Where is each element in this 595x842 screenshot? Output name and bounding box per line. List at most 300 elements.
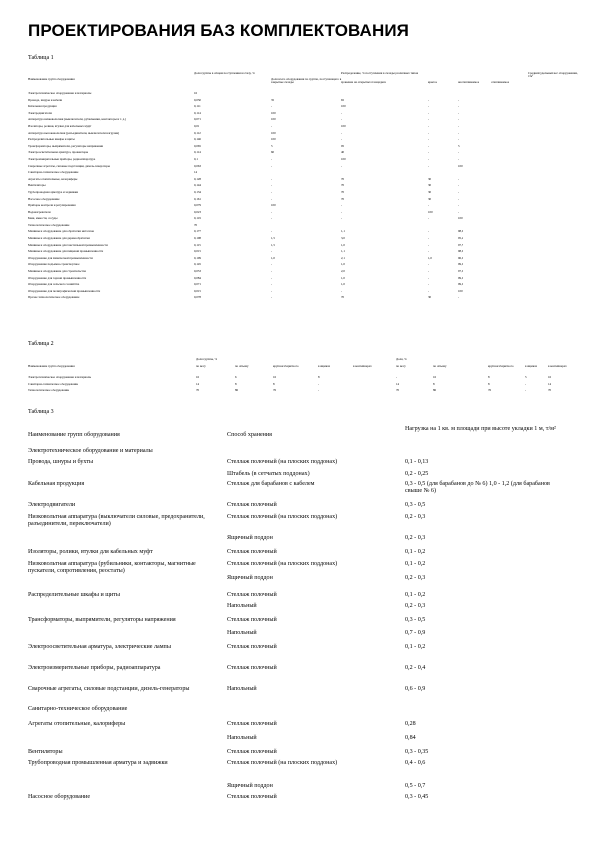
- table-row: [28, 549, 568, 561]
- table-cell: -: [428, 138, 430, 142]
- table1-header-cell: хранение на открытых площадках: [341, 81, 386, 84]
- table-cell: 100: [458, 217, 463, 221]
- table-cell-method: Напольный: [227, 603, 257, 609]
- table-cell: 0,134: [194, 190, 201, 194]
- table-cell-load: 0,2 - 0,3: [405, 535, 426, 541]
- table-cell: 98,9: [458, 250, 464, 254]
- table-row: [28, 561, 568, 575]
- table-cell-method: Стеллаж полочный: [227, 549, 277, 555]
- table-cell: 0,144: [194, 184, 201, 188]
- table-cell: -: [428, 217, 430, 221]
- table-cell: 70: [341, 197, 345, 201]
- table-cell: 30: [428, 190, 432, 194]
- table-cell: -: [458, 204, 460, 208]
- table1-header-cell: неотапливаемое: [458, 81, 480, 84]
- table-row: [28, 184, 568, 191]
- table-cell-group: Электроизмерительные приборы, радиоаппаратура: [28, 665, 161, 671]
- table-cell: 8: [488, 382, 490, 386]
- table-cell: 5: [458, 144, 460, 148]
- table-cell: Электротехническое оборудование и материалы: [28, 376, 92, 379]
- table-cell: 30: [428, 197, 432, 201]
- table2-header-cell: по весу: [196, 365, 206, 368]
- table-cell: 0,015: [194, 250, 201, 254]
- table-cell: Машины и оборудование для деревообработки: [28, 237, 90, 241]
- table-row: [28, 665, 568, 686]
- table-cell: Машины и оборудование для строительства: [28, 270, 87, 274]
- table-cell-group: Насосное оборудование: [28, 794, 91, 800]
- table-cell: Распределительные шкафы и щиты: [28, 138, 75, 142]
- table-cell: 70: [341, 190, 345, 194]
- table-cell: Аппаратура низковольтная (выключатели, рубильники, контакторы и т. д.): [28, 118, 126, 122]
- table-cell: 65: [341, 98, 345, 102]
- table-cell: Оборудование для химической промышленности: [28, 256, 93, 260]
- table-cell: -: [428, 131, 430, 135]
- table3-caption: Таблица 3: [28, 409, 54, 415]
- table3-body: [28, 448, 568, 804]
- table-cell: 0,128: [194, 177, 201, 181]
- table-row: [28, 644, 568, 665]
- table-cell: -: [428, 283, 430, 287]
- table-cell: 99,0: [458, 276, 464, 280]
- table-cell: 76: [488, 389, 492, 393]
- table-cell: -: [271, 270, 273, 274]
- table-cell-load: 0,1 - 0,2: [405, 644, 426, 650]
- table-cell: -: [428, 204, 430, 208]
- table-cell: 1,1: [341, 230, 345, 234]
- table-cell-group: Трубопроводная промышленная арматура и задвижки: [28, 760, 168, 766]
- table-cell: 0,079: [194, 204, 201, 208]
- table-cell: -: [271, 105, 273, 109]
- table-cell: 0,109: [194, 256, 201, 260]
- table-row: [28, 448, 568, 459]
- table-cell: -: [271, 250, 273, 254]
- table-cell-group: Вентиляторы: [28, 749, 63, 755]
- table-cell: -: [271, 283, 273, 287]
- table-row: [28, 125, 568, 132]
- table-row: [28, 749, 568, 760]
- table-cell: -: [341, 138, 343, 142]
- table-cell: 99,0: [458, 283, 464, 287]
- table-cell-group: Электротехническое оборудование и материалы: [28, 448, 153, 454]
- table-cell: -: [396, 376, 398, 379]
- table-cell-method: Стеллаж для барабанов с кабелем: [227, 481, 315, 487]
- table-cell: -: [271, 263, 273, 267]
- table-row: [28, 250, 568, 257]
- table-cell: 1,5: [271, 237, 275, 241]
- table-cell-group: Распределительные шкафы и щиты: [28, 592, 120, 598]
- table-cell: 70: [548, 389, 552, 393]
- table-row: [28, 230, 568, 237]
- table-cell: -: [458, 118, 460, 122]
- table-cell: Сварочные агрегаты, силовые подстанции, дизель-генераторы: [28, 164, 110, 168]
- table-cell: -: [271, 210, 273, 214]
- table-cell: -: [428, 98, 430, 102]
- table-cell-load: 0,2 - 0,4: [405, 665, 426, 671]
- table-cell: 0,119: [194, 217, 201, 221]
- table-cell: -: [428, 151, 430, 155]
- table-cell: -: [428, 243, 430, 247]
- table-row: [28, 376, 568, 383]
- table-cell-method: Стеллаж полочный: [227, 794, 277, 800]
- table-row: [28, 389, 568, 396]
- page-title: ПРОЕКТИРОВАНИЯ БАЗ КОМПЛЕКТОВАНИЯ: [28, 21, 409, 40]
- table2-header-cell: крупногабаритного: [273, 365, 299, 368]
- table-cell: 0,114: [194, 111, 201, 115]
- table-cell: Машины и оборудование для текстильной промышленности: [28, 243, 108, 247]
- table-cell: 0,108: [194, 237, 201, 241]
- table-cell: 0,065: [194, 144, 201, 148]
- table-cell: -: [271, 157, 273, 161]
- table-cell: 35: [271, 98, 275, 102]
- table-cell: 40: [341, 151, 345, 155]
- table-row: [28, 471, 568, 481]
- table2-header-cell: в ящиках: [318, 365, 331, 368]
- table-row: [28, 191, 568, 198]
- table-cell: Технологическое оборудование: [28, 223, 70, 227]
- table2-header-cell: Доля, %: [396, 358, 407, 361]
- table1-caption: Таблица 1: [28, 55, 54, 61]
- table-row: [28, 270, 568, 277]
- table-cell: 0,146: [194, 138, 201, 142]
- table-cell: -: [341, 289, 343, 293]
- table-cell: -: [458, 131, 460, 135]
- table-cell: 8: [273, 382, 275, 386]
- table-cell: 16: [433, 376, 437, 379]
- table-row: [28, 514, 568, 535]
- table-cell: Трубопроводная арматура и задвижки: [28, 190, 79, 194]
- table-cell: 14: [548, 382, 552, 386]
- table-cell: 14: [196, 382, 200, 386]
- table2-header-cell: в контейнерах: [548, 365, 567, 368]
- table1: [28, 72, 578, 303]
- table-cell: Насосное оборудование: [28, 197, 60, 201]
- table3-header-cell: Нагрузка на 1 кв. м площади при высоте укладки 1 м, т/м²: [405, 426, 556, 432]
- table-cell: 70: [341, 296, 345, 300]
- table-row: [28, 617, 568, 630]
- table-cell: -: [271, 289, 273, 293]
- table-cell: -: [428, 237, 430, 241]
- table-cell: Электротехническое оборудование и материалы: [28, 92, 92, 95]
- table2-header-cell: по объему: [433, 365, 447, 368]
- table-cell: 0,023: [194, 210, 201, 214]
- table-cell: -: [428, 164, 430, 168]
- table-cell: -: [458, 151, 460, 155]
- table-cell-group: Сварочные агрегаты, силовые подстанции, дизель-генераторы: [28, 686, 190, 692]
- table-cell-method: Стеллаж полочный: [227, 644, 277, 650]
- table-cell-group: Низковольтная аппаратура (выключатели силовые, предохранители, разъединители, переключатели): [28, 514, 205, 528]
- table-cell: Провода, шнуры и кабели: [28, 98, 63, 102]
- table-cell: 0,063: [194, 164, 201, 168]
- table-row: [28, 783, 568, 794]
- table-row: [28, 92, 568, 99]
- table-row: [28, 204, 568, 211]
- table-cell-group: Изоляторы, ролики, втулки для кабельных муфт: [28, 549, 153, 555]
- table-cell: -: [271, 177, 273, 181]
- table-row: [28, 296, 568, 303]
- table-row: [28, 760, 568, 783]
- table1-header-cell: отапливаемое: [491, 81, 510, 84]
- table-cell: Технологическое оборудование: [28, 389, 70, 393]
- table-cell: -: [458, 105, 460, 109]
- table-row: [28, 721, 568, 735]
- table-cell-load: 0,2 - 0,3: [405, 514, 426, 520]
- table-cell-method: Стеллаж полочный (на плоских поддонах): [227, 459, 338, 465]
- table-cell: Электроосветительная арматура, прожекторы: [28, 151, 89, 155]
- table-cell: 60: [271, 151, 275, 155]
- table-cell: -: [341, 210, 343, 214]
- table-cell: -: [428, 289, 430, 293]
- table-cell: -: [271, 124, 273, 128]
- table-cell: -: [428, 144, 430, 148]
- table-cell: 95: [341, 144, 345, 148]
- table-cell: -: [428, 118, 430, 122]
- table-cell: -: [341, 131, 343, 135]
- table-row: [28, 237, 568, 244]
- table-row: [28, 735, 568, 749]
- table-cell: -: [271, 296, 273, 300]
- table2-header-cell: в ящиках: [525, 365, 538, 368]
- table-cell: 100: [271, 204, 276, 208]
- table-cell: -: [525, 382, 527, 386]
- table-cell: 0,114: [194, 151, 201, 155]
- table-row: [28, 592, 568, 603]
- table-cell-group: Кабельная продукция: [28, 481, 85, 487]
- table-cell: -: [428, 276, 430, 280]
- table-cell-method: Стеллаж полочный (на плоских поддонах): [227, 760, 338, 766]
- table-cell: -: [458, 210, 460, 214]
- table-cell: -: [458, 190, 460, 194]
- table-cell: -: [271, 190, 273, 194]
- table-row: [28, 105, 568, 112]
- table-cell: 30: [428, 296, 432, 300]
- table-cell: 0,01: [194, 124, 200, 128]
- table1-header-cell: Доля группы в общем поступлении на базу, %: [194, 72, 255, 75]
- table-cell-load: 0,3 - 0,45: [405, 794, 429, 800]
- table-row: [28, 575, 568, 592]
- table-cell: -: [428, 230, 430, 234]
- table-row: [28, 217, 568, 224]
- table2-header: [28, 358, 568, 376]
- table-cell: 100: [341, 157, 346, 161]
- table-cell: Машины и оборудование для пищевой промышленности: [28, 250, 104, 254]
- table-cell: -: [318, 382, 320, 386]
- table-cell: 1,0: [341, 283, 345, 287]
- table-cell: 1,0: [341, 263, 345, 267]
- table-cell: 76: [273, 389, 277, 393]
- table-cell: Оборудование для сельского хозяйства: [28, 283, 80, 287]
- table-cell: 86: [433, 389, 437, 393]
- table-cell-method: Стеллаж полочный (на плоских поддонах): [227, 514, 338, 520]
- table-cell: 100: [458, 164, 463, 168]
- table-cell: -: [458, 296, 460, 300]
- table-cell: -: [428, 250, 430, 254]
- table-cell: 1,0: [341, 243, 345, 247]
- table-cell-load: 0,28: [405, 721, 416, 727]
- table-cell: 2,0: [341, 270, 345, 274]
- table-cell-load: 0,3 - 0,5: [405, 617, 426, 623]
- table2-header-cell: по весу: [396, 365, 406, 368]
- table-cell: -: [341, 217, 343, 221]
- table-cell: 100: [271, 138, 276, 142]
- table-cell: 1,5: [271, 243, 275, 247]
- table-cell: 16: [194, 92, 198, 95]
- table-cell: Прочее технологическое оборудование: [28, 296, 80, 300]
- table-cell-method: Стеллаж полочный (на плоских поддонах): [227, 561, 338, 567]
- table1-header-cell: Распределение, % поступления в склады различных типов: [341, 72, 419, 75]
- table2: [28, 358, 568, 396]
- table-row: [28, 263, 568, 270]
- table-cell-load: 0,2 - 0,3: [405, 603, 426, 609]
- table2-caption: Таблица 2: [28, 341, 54, 347]
- table-cell-load: 0,1 - 0,2: [405, 549, 426, 555]
- table-cell: -: [428, 157, 430, 161]
- table-cell-method: Штабель (в сетчатых поддонах): [227, 471, 310, 477]
- table2-header-cell: по объему: [235, 365, 249, 368]
- table-cell: Аппаратура высоковольтная (разъединители, выключатели нагрузки): [28, 131, 120, 135]
- table-cell: 30: [428, 177, 432, 181]
- table-cell: -: [271, 276, 273, 280]
- table2-header-cell: Доля группы, %: [196, 358, 218, 361]
- table-cell: 3,0: [341, 237, 345, 241]
- table-cell: 70: [341, 177, 345, 181]
- table-row: [28, 502, 568, 514]
- table-cell: 0,078: [194, 296, 201, 300]
- table-cell-load: 0,7 - 0,9: [405, 630, 426, 636]
- table-cell: 14: [194, 171, 198, 175]
- table-cell: 95,4: [458, 237, 464, 241]
- table-cell: Электроизмерительные приборы, радиоаппаратура: [28, 157, 96, 161]
- table-cell: 0,1: [194, 157, 198, 161]
- table-cell: Оборудование для горной промышленности: [28, 276, 87, 280]
- table1-header: [28, 72, 578, 92]
- table-cell: Кабельная продукция: [28, 105, 57, 109]
- table3: [28, 426, 568, 804]
- table-cell-group: Низковольтная аппаратура (рубильники, контакторы, магнитные пускатели, сопротивления, реостаты): [28, 561, 196, 575]
- table-cell-group: Санитарно-техническое оборудование: [28, 706, 128, 712]
- table-cell-load: 0,3 - 0,35: [405, 749, 429, 755]
- table-cell: 1,0: [271, 256, 275, 260]
- table-cell: 100: [341, 105, 346, 109]
- table-cell: 100: [271, 118, 276, 122]
- table-cell: 100: [271, 131, 276, 135]
- table-cell: 14: [396, 382, 400, 386]
- table-cell: Санитарно-техническое оборудование: [28, 382, 79, 386]
- table-cell: 5: [525, 376, 527, 379]
- table-cell: -: [525, 389, 527, 393]
- table-row: [28, 794, 568, 804]
- table1-body: [28, 92, 568, 303]
- table-cell: -: [271, 164, 273, 168]
- table-cell: -: [341, 111, 343, 115]
- table-row: [28, 481, 568, 502]
- table-row: [28, 630, 568, 644]
- table-cell-group: Электродвигатели: [28, 502, 76, 508]
- table-cell: 8: [488, 376, 490, 379]
- table-cell: 100: [458, 289, 463, 293]
- table-row: [28, 459, 568, 471]
- table-cell: Приборы контроля и регулирования: [28, 204, 76, 208]
- table-cell: -: [428, 263, 430, 267]
- table-cell: 86: [235, 389, 239, 393]
- table-cell: -: [458, 138, 460, 142]
- table-cell: -: [428, 105, 430, 109]
- table-cell: 5: [271, 144, 273, 148]
- table-cell: -: [428, 111, 430, 115]
- table-cell: 0,084: [194, 276, 201, 280]
- table-row: [28, 603, 568, 617]
- table-cell-load: 0,84: [405, 735, 416, 741]
- table-cell: Баки, емкости, сосуды: [28, 217, 58, 221]
- table-cell: 100: [428, 210, 433, 214]
- table-cell: Агрегаты отопительные, калориферы: [28, 177, 78, 181]
- table-cell-method: Стеллаж полочный: [227, 502, 277, 508]
- table-cell: -: [318, 389, 320, 393]
- table-cell-method: Напольный: [227, 735, 257, 741]
- table-cell-method: Стеллаж полочный: [227, 592, 277, 598]
- table-cell: Оборудование для полиграфической промышленности: [28, 289, 101, 293]
- table-cell: -: [271, 230, 273, 234]
- table-cell: 2,1: [341, 256, 345, 260]
- table-cell: -: [271, 217, 273, 221]
- table-cell: 16: [196, 376, 200, 379]
- table-cell-load: 0,5 - 0,7: [405, 783, 426, 789]
- table-cell-load: 0,6 - 0,9: [405, 686, 426, 692]
- table-cell: 1,0: [341, 276, 345, 280]
- table-cell-method: Ящичный поддон: [227, 783, 273, 789]
- table-cell: 8: [433, 382, 435, 386]
- table-cell: 16: [548, 376, 552, 379]
- table1-header-cell: Наименование групп оборудования: [28, 78, 75, 81]
- table-cell: 0,115: [194, 243, 201, 247]
- table-cell-method: Стеллаж полочный: [227, 749, 277, 755]
- table-cell-method: Напольный: [227, 686, 257, 692]
- table-cell: 8: [235, 382, 237, 386]
- table-cell: -: [458, 197, 460, 201]
- table-cell: -: [458, 98, 460, 102]
- table-cell: 0,111: [194, 105, 201, 109]
- table-cell: Вентиляторы: [28, 184, 46, 188]
- table-cell-method: Стеллаж полочный: [227, 617, 277, 623]
- table-cell: 0,071: [194, 283, 201, 287]
- table-cell: Машины и оборудование для обработки металлов: [28, 230, 94, 234]
- table-cell: 30: [428, 184, 432, 188]
- table-cell: 99,0: [458, 263, 464, 267]
- table-cell: -: [458, 124, 460, 128]
- table-cell: 0,161: [194, 197, 201, 201]
- table-cell: Изоляторы, ролики, втулки для кабельных муфт: [28, 124, 92, 128]
- table-row: [28, 151, 568, 158]
- table3-header-cell: Способ хранения: [227, 432, 272, 438]
- table-cell: 70: [194, 223, 198, 227]
- table1-header-cell: крытое: [428, 81, 438, 84]
- table-cell: 70: [341, 184, 345, 188]
- table-row: [28, 535, 568, 549]
- table-cell: -: [458, 184, 460, 188]
- table-cell-load: 0,1 - 0,2: [405, 561, 426, 567]
- table-cell: -: [341, 118, 343, 122]
- table-row: [28, 171, 568, 178]
- table-cell-group: Электроосветительная арматура, электрические лампы: [28, 644, 171, 650]
- table-cell-method: Напольный: [227, 630, 257, 636]
- table-cell: -: [428, 270, 430, 274]
- table-cell: -: [458, 177, 460, 181]
- table-cell: -: [341, 164, 343, 168]
- table-cell-load: 0,1 - 0,13: [405, 459, 429, 465]
- table-cell: 0,177: [194, 230, 201, 234]
- table-cell: -: [271, 197, 273, 201]
- table-row: [28, 686, 568, 706]
- table-cell: 70: [396, 389, 400, 393]
